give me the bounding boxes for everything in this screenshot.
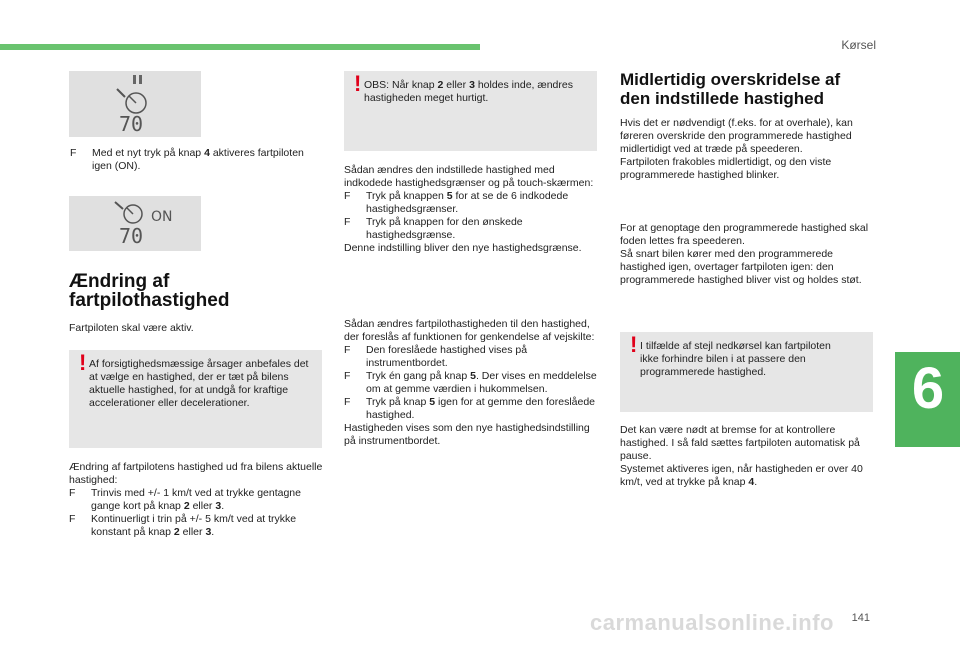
col3-para2: For at genoptage den programmerede hastighed skal foden lettes fra speederen. Så snart bilen kører med den programmerede hastighed igen, overtager fartpiloten igen: den programmerede hastighed bliver vist og holdes støt. — [620, 222, 869, 286]
watermark: carmanualsonline.info — [590, 610, 834, 635]
col2-preset-limits: Sådan ændres den indstillede hastighed med indkodede hastighedsgrænser og på touch-skærmen: F Tryk på knappen 5 for at se de 6 indkodede hastighedsgrænser. F Tryk på knappen for den ønskede hastighedsgrænse. Denne indstilling bliver den nye hastighedsgrænse. — [344, 164, 594, 254]
col1-warning-box: ! Af forsigtighedsmæssige årsager anbefales det at vælge en hastighed, der er tæt på bilens aktuelle hastighed, for at undgå for kraftige accelerationer eller decelerationer. — [69, 350, 322, 448]
col3-para1: Hvis det er nødvendigt (f.eks. for at overhale), kan føreren overskride den programmerede hastighed midlertidigt ved at træde på speederen. Fartpiloten frakobles midlertidigt, og den viste programmerede hastighed blinker. — [620, 117, 853, 181]
header-accent-bar — [0, 44, 480, 50]
warning-icon: ! — [79, 350, 87, 375]
dashboard-image-on — [69, 196, 201, 251]
col1-heading: Ændring af fartpilothastighed — [69, 271, 230, 311]
col1-intro: Fartpiloten skal være aktiv. — [69, 322, 194, 334]
col1-bullet1: F Med et nyt tryk på knap 4 aktiveres fartpiloten igen (ON). — [70, 147, 304, 172]
section-title: Kørsel — [841, 38, 876, 52]
col3-para3: Det kan være nødt at bremse for at kontrollere hastighed. I så fald sættes fartpiloten automatisk på pause. Systemet aktiveres igen, når hastigheden er over 40 km/t, ved at trykke på knap 4. — [620, 424, 863, 488]
svg-text:70: 70 — [119, 112, 144, 136]
dashboard-image-paused — [69, 71, 201, 137]
svg-text:ON: ON — [151, 209, 173, 225]
col1-change-section: Ændring af fartpilotens hastighed ud fra bilens aktuelle hastighed: F Trinvis med +/- 1 km/t ved at trykke gentagne gange kort på knap 2 eller 3. F Kontinuerligt i trin på +/- 5 km/t ved at trykke konstant på knap 2 eller 3. — [69, 461, 323, 538]
col3-heading: Midlertidig overskridelse af den indstillede hastighed — [620, 70, 841, 108]
col2-road-signs: Sådan ændres fartpilothastigheden til den hastighed, der foreslås af funktionen for genkendelse af vejskilte: F Den foreslåede hastighed vises på instrumentbordet. F Tryk én gang på knap 5. Der vises en meddelelse om at gemme værdien i hukommelsen. F Tryk på knap 5 igen for at gemme den foreslåede hastighed. Hastigheden vises som den nye hastighedsindstilling på instrumentbordet. — [344, 318, 597, 447]
speedometer-on-icon — [69, 196, 201, 251]
chapter-number: 6 — [911, 356, 945, 421]
col2-warning-box: ! OBS: Når knap 2 eller 3 holdes inde, ændres hastigheden meget hurtigt. — [344, 71, 597, 151]
col3-warning-box: ! I tilfælde af stejl nedkørsel kan fartpiloten ikke forhindre bilen i at passere den programmerede hastighed. — [620, 332, 873, 412]
page-number: 141 — [851, 612, 870, 624]
speedometer-pause-icon — [69, 71, 201, 137]
svg-text:70: 70 — [119, 224, 144, 248]
warning-icon: ! — [354, 71, 362, 96]
warning-icon: ! — [630, 332, 638, 357]
